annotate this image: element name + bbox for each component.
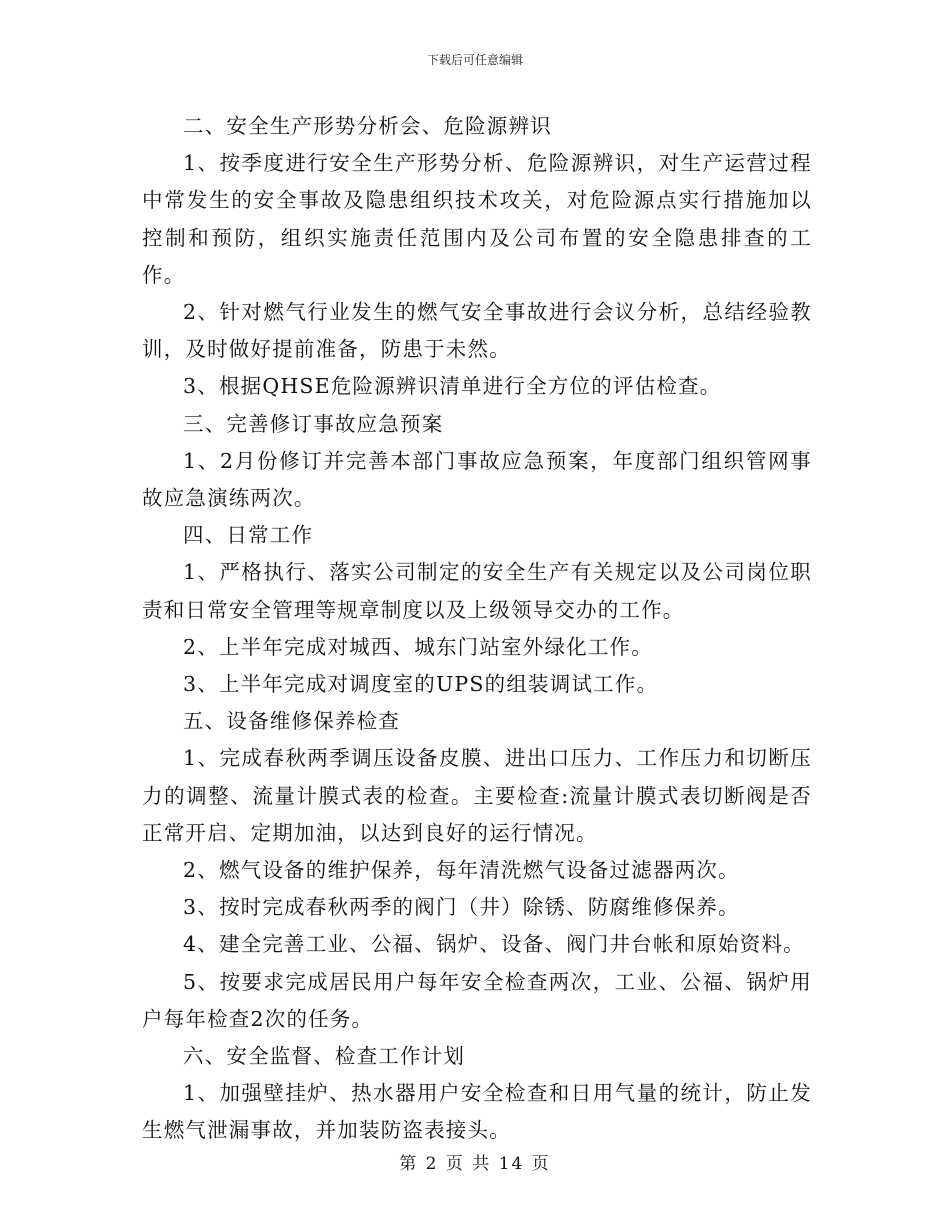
paragraph: 2、针对燃气行业发生的燃气安全事故进行会议分析，总结经验教训，及时做好提前准备，防患于未然。 (142, 300, 812, 362)
page-header: 下载后可任意编辑 (426, 53, 523, 67)
paragraph: 2、燃气设备的维护保养，每年清洗燃气设备过滤器两次。 (183, 858, 740, 883)
paragraph: 4、建全完善工业、公福、锅炉、设备、阀门井台帐和原始资料。 (183, 932, 805, 957)
section-heading-3: 三、完善修订事故应急预案 (183, 411, 444, 436)
document-body (142, 108, 812, 1150)
paragraph: 3、上半年完成对调度室的UPS的组装调试工作。 (183, 672, 659, 697)
paragraph: 3、根据QHSE危险源辨识清单进行全方位的评估检查。 (183, 374, 722, 399)
paragraph: 3、按时完成春秋两季的阀门（井）除锈、防腐维修保养。 (183, 895, 740, 920)
section-heading-6: 六、安全监督、检查工作计划 (183, 1044, 466, 1069)
section-heading-5: 五、设备维修保养检查 (183, 709, 400, 734)
paragraph: 1、加强壁挂炉、热水器用户安全检查和日用气量的统计，防止发生燃气泄漏事故，并加装防盗表接头。 (142, 1081, 812, 1143)
paragraph: 5、按要求完成居民用户每年安全检查两次，工业、公福、锅炉用户每年检查2次的任务。 (142, 969, 812, 1031)
page-footer: 第 2 页 共 14 页 (399, 1154, 551, 1174)
paragraph: 1、2月份修订并完善本部门事故应急预案，年度部门组织管网事故应急演练两次。 (142, 448, 812, 511)
section-heading-4: 四、日常工作 (183, 523, 314, 548)
paragraph: 1、完成春秋两季调压设备皮膜、进出口压力、工作压力和切断压力的调整、流量计膜式表的检查。主要检查:流量计膜式表切断阀是否正常开启、定期加油，以达到良好的运行情况。 (142, 746, 812, 845)
paragraph: 2、上半年完成对城西、城东门站室外绿化工作。 (183, 634, 653, 659)
section-heading-2: 二、安全生产形势分析会、危险源辨识 (183, 114, 552, 138)
paragraph: 1、按季度进行安全生产形势分析、危险源辨识，对生产运营过程中常发生的安全事故及隐患组织技术攻关，对危险源点实行措施加以控制和预防，组织实施责任范围内及公司布置的安全隐患排查的工作。 (142, 151, 812, 287)
paragraph: 1、严格执行、落实公司制定的安全生产有关规定以及公司岗位职责和日常安全管理等规章制度以及上级领导交办的工作。 (142, 560, 812, 622)
